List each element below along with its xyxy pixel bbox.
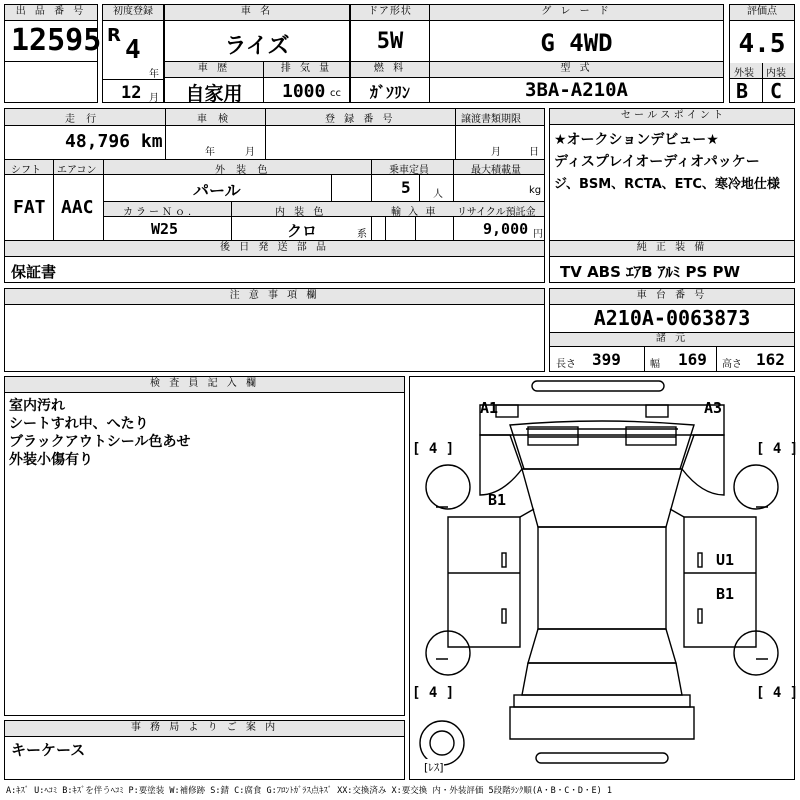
interior-color-label: 内 装 色 [275, 207, 327, 218]
spare-tire-inner [430, 731, 454, 755]
right-front-handle [698, 553, 702, 567]
spare-tire-label: [ﾚｽ] [424, 761, 444, 774]
front-light-left [496, 405, 518, 417]
left-side [448, 517, 520, 647]
equipment: TV ABS ｴｱB ｱﾙﾐ PS PW [560, 263, 741, 281]
right-side-accent [756, 507, 768, 659]
door-type: 5W [376, 29, 404, 54]
damage-mark-u1: U1 [716, 551, 735, 569]
import-label: 輸 入 車 [391, 207, 438, 218]
roof [538, 527, 666, 629]
car-name: ライズ [224, 34, 290, 59]
damage-diagram [409, 376, 799, 780]
ac-label: エアコン [57, 165, 97, 176]
history-box [164, 61, 264, 103]
inspection-year-unit: 年 [205, 147, 215, 158]
registration-year: 4 [125, 35, 141, 65]
evaluation-score: 4.5 [738, 29, 786, 59]
lot-number: 12595 [11, 23, 102, 58]
right-rear-handle [698, 609, 702, 623]
lot-number-blank [4, 61, 98, 103]
displacement-box [263, 61, 350, 103]
interior-label: 内装 [766, 68, 786, 79]
inspector-note-3: ブラックアウトシール色あせ [9, 434, 191, 450]
damage-mark-b1-front: B1 [488, 491, 507, 509]
fuel-label: 燃 料 [351, 62, 429, 78]
history-label: 車 歴 [165, 62, 263, 78]
displacement-label: 排 気 量 [264, 62, 349, 78]
height-label: 高さ [722, 359, 742, 370]
chassis-number: A210A-0063873 [593, 306, 751, 330]
grade-label: グ レ ー ド [430, 5, 723, 21]
interior-color-suffix: 系 [357, 229, 367, 240]
right-side [684, 517, 756, 647]
air-conditioner: AAC [61, 197, 94, 218]
tire-tread-rear-right: [ 4 ] [756, 685, 799, 701]
specs-label: 諸 元 [550, 333, 794, 347]
office-box [4, 720, 405, 780]
grille-right [626, 427, 676, 445]
sales-points-box [549, 108, 795, 241]
score-box [729, 4, 795, 103]
transfer-deadline-label: 譲渡書類期限 [461, 114, 521, 125]
fuel: ｶﾞｿﾘﾝ [369, 83, 410, 102]
equipment-label: 純 正 装 備 [550, 241, 794, 257]
inspector-note-2: シートすれ中、へたり [9, 416, 149, 432]
rear-panel [514, 695, 690, 707]
month-unit: 月 [149, 93, 159, 104]
color-number-label: カラーＮｏ. [123, 207, 195, 218]
displacement-unit: cc [330, 88, 341, 99]
registration-month: 12 [121, 83, 142, 103]
inspector-label: 検 査 員 記 入 欄 [5, 377, 404, 393]
year-unit: 年 [149, 69, 159, 80]
recycle-deposit: 9,000 [483, 220, 529, 238]
first-registration-label: 初度登録 [103, 5, 163, 21]
height: 162 [756, 350, 785, 369]
notes-box [4, 288, 545, 372]
color-number: W25 [151, 220, 179, 238]
tailgate [522, 663, 682, 695]
mileage-label: 走 行 [65, 114, 101, 125]
recycle-unit: 円 [533, 229, 543, 240]
damage-mark-a1: A1 [480, 399, 499, 417]
later-parts: 保証書 [11, 263, 57, 281]
exterior-label: 外装 [734, 68, 754, 79]
specs-box [549, 332, 795, 372]
fuel-box [350, 61, 430, 103]
inspector-note-1: 室内汚れ [9, 398, 65, 414]
later-parts-label: 後 日 発 送 部 品 [5, 241, 544, 257]
length-label: 長さ [556, 359, 576, 370]
right-mirror [670, 509, 684, 517]
tire-tread-front-left: [ 4 ] [412, 441, 455, 457]
front-light-right [646, 405, 668, 417]
damage-mark-a3: A3 [704, 399, 723, 417]
damage-legend: A:ｷｽﾞ U:ﾍｺﾐ B:ｷｽﾞを伴うﾍｺﾐ P:要塗装 W:補修跡 S:錆 C:腐食 G:ﾌﾛﾝﾄｶﾞﾗｽ点ｷｽﾞ XX:交換済み X:要交換 内・外装評価 5段階ﾗﾝｸ順(A・B・C・D・E) 1 [6, 786, 612, 796]
door-label: ドア形状 [351, 5, 429, 21]
exterior-grade: B [736, 79, 749, 103]
transfer-day: 日 [529, 147, 539, 158]
tire-tread-rear-left: [ 4 ] [412, 685, 455, 701]
shift-label: シフト [11, 165, 41, 176]
capacity-unit: 人 [433, 189, 443, 200]
era: R [107, 25, 121, 46]
mileage: 48,796 km [65, 131, 163, 152]
sales-point-line-3: ジ、BSM、RCTA、ETC、寒冷地仕様 [554, 177, 780, 192]
notes-label: 注 意 事 項 欄 [5, 289, 544, 305]
interior-color: クロ [287, 222, 318, 240]
model-code: 3BA-A210A [525, 79, 628, 101]
transfer-month: 月 [491, 147, 501, 158]
inspection-month-unit: 月 [245, 147, 255, 158]
model-label: 型 式 [430, 62, 723, 78]
windshield [522, 469, 682, 527]
sales-point-line-2: ディスプレイオーディオパッケー [554, 154, 760, 170]
car-name-box [164, 4, 350, 62]
exterior-color: パール [193, 181, 241, 200]
front-left-wheel [426, 465, 470, 509]
left-mirror [520, 509, 534, 517]
grade: G 4WD [540, 29, 613, 57]
office-notice: キーケース [11, 741, 86, 759]
left-rear-handle [502, 609, 506, 623]
left-side-accent [436, 507, 448, 659]
capacity-label: 乗車定員 [389, 165, 429, 176]
damage-mark-b1-side: B1 [716, 585, 735, 603]
office-label: 事 務 局 よ り ご 案 内 [5, 721, 404, 737]
front-right-wheel [734, 465, 778, 509]
rear-bumper [536, 753, 668, 763]
car-name-label: 車 名 [165, 5, 349, 21]
grille-left [528, 427, 578, 445]
later-parts-box [4, 240, 545, 283]
rear-bumper-area [510, 707, 694, 739]
equipment-box [549, 240, 795, 283]
width-label: 幅 [650, 359, 660, 370]
grade-box [429, 4, 724, 62]
first-registration-box [102, 4, 164, 103]
sales-point-line-1: ★オークションデビュー★ [554, 132, 719, 148]
front-bumper [532, 381, 664, 391]
front-panel [480, 405, 724, 435]
tire-tread-front-right: [ 4 ] [756, 441, 799, 457]
max-load-label: 最大積載量 [471, 165, 521, 176]
left-front-handle [502, 553, 506, 567]
exterior-color-label: 外 装 色 [215, 165, 272, 176]
chassis-label: 車 台 番 号 [550, 289, 794, 305]
inspector-box [4, 376, 405, 716]
model-box [429, 61, 724, 103]
shift: FAT [13, 197, 46, 218]
length: 399 [592, 350, 621, 369]
details-box [4, 108, 545, 241]
history: 自家用 [185, 83, 243, 105]
registration-number-label: 登 録 番 号 [325, 114, 396, 125]
recycle-deposit-label: リサイクル預託金 [457, 207, 536, 218]
rear-glass [528, 629, 676, 663]
interior-grade: C [770, 79, 783, 103]
chassis-box [549, 288, 795, 333]
inspection-label: 車 検 [197, 114, 233, 125]
lot-number-box [4, 4, 102, 62]
max-load-unit: kg [529, 185, 542, 196]
hood-lines [526, 429, 678, 437]
capacity: 5 [401, 178, 411, 197]
displacement: 1000 [282, 81, 326, 102]
sales-points-label: セ ー ル ス ポ イ ン ト [550, 109, 794, 125]
score-label: 評価点 [730, 5, 794, 21]
lot-number-label: 出 品 番 号 [5, 5, 97, 21]
door-box [350, 4, 430, 62]
inspector-note-4: 外装小傷有り [9, 452, 93, 468]
width: 169 [678, 350, 707, 369]
